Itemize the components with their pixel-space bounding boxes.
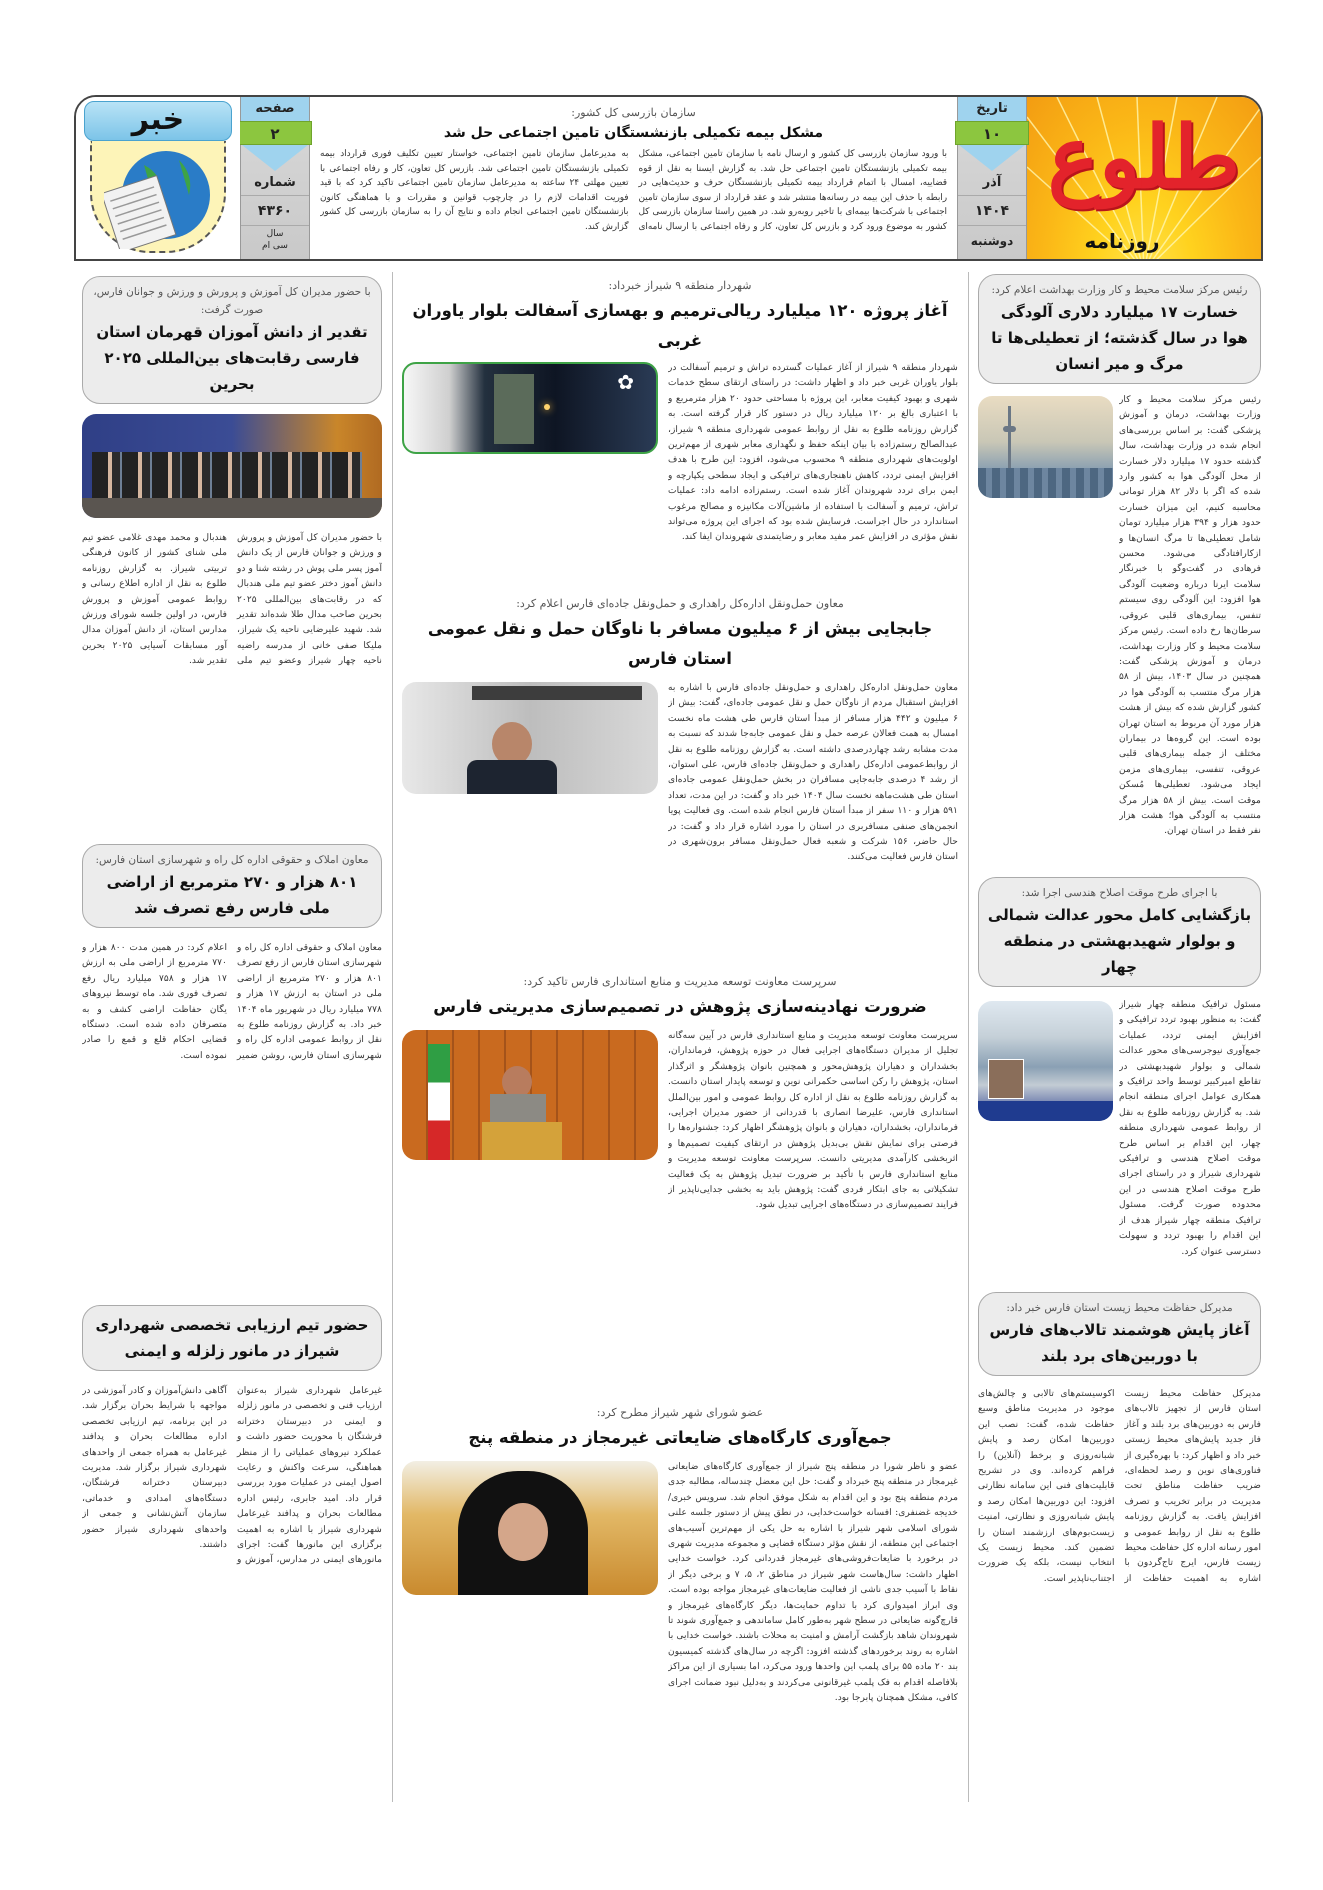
date-day: ۱۰ [955, 121, 1029, 145]
article-traffic [978, 877, 1261, 1287]
top-story-kicker: سازمان بازرسی کل کشور: [571, 106, 696, 119]
article-workshops [402, 1403, 958, 1739]
chevron-down-icon [959, 145, 1025, 171]
article-earthquake [82, 1305, 382, 1777]
article-research [402, 972, 958, 1396]
article-asphalt [402, 276, 958, 578]
article-content [402, 1028, 958, 1396]
year-label: سال [266, 229, 284, 239]
article-body: عضو و ناظر شورا در منطقه پنج شیراز از جمع‌آوری کارگاه‌های ضایعاتی غیرمجاز در منطقه پنج خبرداد و گفت: حل این معضل چندساله، مطالبه جدی مردم منطقه پنج بود و این اقدام به شکل موفق انجام شد. سرویس خبری/خدیجه غضنفری: افسانه خواست‌خدایی، در نطق پیش از دستور جلسه علنی شورای اسلامی شهر شیراز با اشاره به حل یکی از مهم‌ترین آسیب‌های اجتماعی این منطقه، از نقش مؤثر دستگاه قضایی و مجموعه مدیریت شهری در برخورد با ضایعات‌فروشی‌های غیرمجاز قدردانی کرد. خواست خدایی اظهار داشت: سال‌هاست شهر شیراز در مناطق ۲، ۵، ۷ و برخی دیگر از نقاط با آسیب جدی ناشی از فعالیت ضایعات‌های غیرمجاز مواجه بوده است. وی ابراز امیدواری کرد با تداوم حمایت‌ها، دیگر کارگاه‌های غیرمجاز و قارچ‌گونه ضایعاتی در سطح شهر به‌طور کامل ساماندهی و جمع‌آوری شوند تا شهروندان شاهد بازگشت آرامش و امنیت به محلات باشند. خواست خدایی با اشاره به روند برخوردهای گذشته افزود: اگرچه در سال‌های گذشته کمیسیون بند ۲۰ ماده ۵۵ برای پلمب این واحدها ورود می‌کرد، اما بسیاری از این مراکز بلافاصله اقدام به فک پلمب غیرقانونی می‌کردند و به‌دلیل نبود ضمانت اجرای کافی، مشکل همچنان پابرجا بود. [668, 1461, 958, 1704]
date-weekday: دوشنبه [958, 225, 1026, 255]
official-portrait-photo [402, 682, 658, 794]
boulevard-photo [978, 1001, 1113, 1121]
top-story-body: با ورود سازمان بازرسی کل کشور و ارسال نامه با سازمان تامین اجتماعی، مشکل بیمه تکمیلی بازنشستگان تامین اجتماعی حل شد. به گزارش ایسنا به نقل از قوه قضاییه، امسال با اتمام قرارداد بیمه تکمیلی بازنشستگان حرف و حدیث‌هایی در رابطه با حذف این بیمه در رسانه‌ها منتشر شد و عقد قرارداد از سوی سازمان تامین اجتماعی با شرکت‌ها بیمه‌ای با تاخیر روبه‌رو شد. در همین راستا سازمان بازرسی کل کشور به موضوع ورود کرد و بازرس کل تعاون، کار و رفاه اجتماعی با ارسال نامه‌ای به مدیرعامل سازمان تامین اجتماعی، خواستار تعیین تکلیف فوری قرارداد بیمه تکمیلی بازنشستگان تامین اجتماعی شد. بازرس کل تعاون، کار و رفاه اجتماعی با تعیین مهلتی ۲۴ ساعته به مدیرعامل سازمان تامین اجتماعی تاکید کرد که با قید فوریت اقدامات لازم را در چارچوب قوانین و مقررات و با هماهنگی کانون بازنشستگان تامین اجتماعی انجام داده و نتایج آن را به سازمان بازرسی کل کشور گزارش کند. [320, 149, 947, 232]
article-headline: حضور تیم ارزیابی تخصصی شهرداری شیراز در مانور زلزله و ایمنی [95, 1316, 369, 1360]
article-wetlands [978, 1292, 1261, 1794]
article-kicker: مدیرکل حفاظت محیط زیست استان فارس خبر داد: [1006, 1302, 1233, 1314]
article-kicker: شهردار منطقه ۹ شیراز خبرداد: [608, 279, 752, 292]
date-month: آذر [982, 175, 1002, 190]
masthead [74, 95, 1263, 261]
council-member-photo [402, 1461, 658, 1595]
page-label: صفحه [241, 97, 309, 121]
article-kicker: معاون حمل‌ونقل اداره‌کل راهداری و حمل‌ونقل جاده‌ای فارس اعلام کرد: [516, 597, 844, 610]
article-content [978, 392, 1261, 870]
logo-subtitle: روزنامه [1084, 229, 1160, 253]
chevron-down-icon [242, 145, 308, 171]
year-block [241, 225, 309, 252]
speaker-podium-photo [402, 1030, 658, 1160]
article-body: با حضور مدیران کل آموزش و پرورش و ورزش و جوانان فارس از یک دانش آموز پسر ملی پوش در رشته شنا و دو دانش آموز دختر عضو تیم ملی هندبال که در رقابت‌های بین‌المللی ۲۰۲۵ بحرین صاحب مدال طلا شده‌اند تقدیر شد. شهید علیرضایی ناحیه یک شیراز، ملیکا صفی خانی از مدرسه راضیه ناحیه چهار شیراز وعضو تیم ملی هندبال و محمد مهدی غلامی عضو تیم ملی شنای کشور از کانون فرهنگی تربیتی شیراز. به گزارش روزنامه طلوع به نقل از اداره اطلاع رسانی و روابط عمومی آموزش و پرورش فارس، در اولین جلسه شورای ورزش مدارس استان، از دانش آموزان مدال آور مسابقات آسیایی ۲۰۲۵ بحرین تقدیر شد. [82, 532, 382, 667]
headline-box [978, 274, 1261, 384]
article-content [402, 680, 958, 990]
article-pollution [978, 274, 1261, 870]
top-story [310, 97, 957, 259]
article-content [402, 1459, 958, 1739]
page-number: ۲ [238, 121, 312, 145]
night-road-photo [402, 362, 658, 454]
globe-newspaper-icon [104, 145, 214, 249]
article-body: معاون حمل‌ونقل اداره‌کل راهداری و حمل‌ونقل جاده‌ای فارس با اشاره به افزایش استقبال مردم از ناوگان حمل و نقل عمومی جاده‌ای، گفت: بیش از ۶ میلیون و ۴۴۲ هزار مسافر از مبدأ استان فارس طی هشت ماه نخست امسال به همت فعالان عرصه حمل و نقل عمومی جابه‌جا شدند که نسبت به مدت مشابه رشد چهاردرصدی داشته است. به گزارش روزنامه طلوع به نقل از روابط‌عمومی اداره‌کل راهداری و حمل‌ونقل جاده‌ای فارس، علی استوان، از رشد ۴ درصدی جابه‌جایی مسافران در بخش حمل‌ونقل عمومی جاده‌ای استان طی هشت‌ماهه نخست سال ۱۴۰۴ خبر داد و گفت: در این مدت، تعداد ۵۹۱ هزار و ۱۱۰ سفر از مبدأ استان فارس انجام شده است. وی فعالیت پویا انجمن‌های صنفی مسافربری در استان را مورد اشاره قرار داد و گفت: در حال حاضر، ۱۵۶ شرکت و شعبه فعال حمل‌ونقل مسافر برون‌شهری در استان فارس فعالیت می‌کنند. [668, 682, 958, 863]
headline-box [978, 877, 1261, 987]
flower-logo-icon: ✿ [617, 370, 634, 394]
section-badge [76, 97, 240, 259]
column-divider [968, 272, 969, 1802]
article-kicker: معاون املاک و حقوقی اداره کل راه و شهرسازی استان فارس: [95, 854, 369, 866]
headline-box [82, 276, 382, 404]
date-year: ۱۴۰۴ [958, 195, 1026, 225]
top-story-headline: مشکل بیمه تکمیلی بازنشستگان تامین اجتماعی حل شد [443, 125, 824, 141]
article-land [82, 844, 382, 1262]
article-kicker: عضو شورای شهر شیراز مطرح کرد: [596, 1406, 764, 1419]
issue-number: ۴۳۶۰ [241, 195, 309, 225]
students-group-photo [82, 414, 382, 518]
section-title: خبر [131, 102, 185, 137]
article-headline: جمع‌آوری کارگاه‌های ضایعاتی غیرمجاز در منطقه پنج [468, 1428, 892, 1447]
article-headline: آغاز پایش هوشمند تالاب‌های فارس با دوربین‌های برد بلند [989, 1321, 1250, 1365]
article-body: سرپرست معاونت توسعه مدیریت و منابع استانداری فارس در آیین سه‌گانه تجلیل از مدیران دستگاه‌های اجرایی فعال در حوزه پژوهش، فرمانداران، بخشداران و دهیاران پژوهش‌محور و همچنین بانوان پژوهشگر و اثرگذار استان، پژوهش را رکن اساسی حکمرانی نوین و توسعه پایدار استان دانست. به گزارش روزنامه طلوع به نقل از اداره کل روابط عمومی و امور بین‌الملل استانداری فارس، علیرضا انصاری با قدردانی از حضور مدیران اجرایی، فرمانداران، بخشداران، دهیاران و بانوان پژوهشگر اظهار کرد: جشنواره‌ها را فرصتی برای نمایش نقش بی‌بدیل پژوهش در ارتقای کیفیت تصمیم‌ها و اثربخشی کارآمدی مدیریتی دانست. سرپرست معاونت توسعه مدیریت و منابع استانداری فارس با تأکید بر ضرورت تبدیل پژوهش به یک فعالیت تشکیلاتی به جای ابتکار فردی گفت: پژوهش باید به بخشی جدایی‌ناپذیر از فرایند تصمیم‌سازی در دستگاه‌های اجرایی تبدیل شود. [668, 1030, 958, 1211]
tehran-smog-photo [978, 396, 1113, 498]
article-kicker: با حضور مدیران کل آموزش و پرورش و ورزش و جوانان فارس، صورت گرفت: [93, 286, 371, 316]
article-transport [402, 594, 958, 990]
date-label: تاریخ [958, 97, 1026, 121]
page-panel [240, 97, 310, 259]
article-headline: آغاز پروژه ۱۲۰ میلیارد ریالی‌ترمیم و بهسازی آسفالت بلوار یاوران غربی [412, 301, 948, 350]
article-body: معاون املاک و حقوقی اداره کل راه و شهرسازی استان فارس از رفع تصرف ۸۰۱ هزار و ۲۷۰ مترمربع از اراضی ملی در استان به ارزش ۱۷ هزار و ۷۷۸ میلیارد ریال در شهریور ماه ۱۴۰۴ خبر داد. به گزارش روزنامه طلوع به نقل از روابط عمومی اداره کل راه و شهرسازی استان فارس، روشن ضمیر اعلام کرد: در همین مدت ۸۰۰ هزار و ۷۷۰ مترمربع از اراضی ملی به ارزش ۱۷ هزار و ۷۵۸ میلیارد ریال رفع تصرف فوری شد. ماه توسط نیروهای یگان حفاظت اراضی کشف و به متصرفان داده شده است. دستگاه قضایی احکام قلع و قمع را صادر نموده است. [82, 942, 382, 1061]
article-body: رئیس مرکز سلامت محیط و کار وزارت بهداشت، درمان و آموزش پزشکی گفت: بر اساس بررسی‌های انجام شده در وزارت بهداشت، سال گذشته حدود ۱۷ میلیارد دلار خسارت از محل آلودگی هوا به کشور وارد شده که اگر با دلار ۸۲ هزار تومانی محاسبه کنیم، این میزان خسارت حدود هزار و ۳۹۴ هزار میلیارد تومان شامل تعطیلی‌ها تا مرگ انسان‌ها و ازکارافتادگی می‌شود. محسن فرهادی در گفت‌وگو با خبرنگار سلامت ایرنا درباره وضعیت آلودگی هوا افزود: این آلودگی روی سیستم تنفس، بیماری‌های قلبی عروقی، سرطان‌ها رخ داده است. رئیس مرکز سلامت محیط و کار وزارت بهداشت، درمان و آموزش پزشکی گفت: همچنین در سال ۱۴۰۳، بیش از ۵۸ هزار مرگ منتسب به آلودگی هوا در کشور گزارش شده که بیش از هشت هزار مورد آن مربوط به استان تهران بوده است. این گروه‌ها در بیماران مختلف از جمله بیماری‌های قلبی عروقی، تنفسی، بیماری‌های مزمن ایجاد می‌شود. تعطیلی‌ها مُسکن موقت است. بیش از ۵۸ هزار مرگ منتسب به آلودگی هوا؛ هشت هزار نفر فقط در استان تهران. [1119, 394, 1261, 837]
article-students [82, 276, 382, 836]
article-headline: جابجایی بیش از ۶ میلیون مسافر با ناوگان حمل و نقل عمومی استان فارس [427, 619, 933, 668]
article-kicker: رئیس مرکز سلامت محیط و کار وزارت بهداشت اعلام کرد: [991, 284, 1248, 296]
article-body: مسئول ترافیک منطقه چهار شیراز گفت: به منظور بهبود تردد ترافیکی و افزایش ایمنی تردد، عملیات جمع‌آوری نیوجرسی‌های محور عدالت شمالی و بولوار شهیدبهشتی در تقاطع امیرکبیر توسط واحد ترافیک و همکاری عوامل اجرای منطقه انجام شد. به گزارش روزنامه طلوع به نقل از روابط عمومی شهرداری منطقه چهار، این اقدام بر اساس طرح موقت اصلاح هندسی و ترافیکی شهرداری شیراز و در راستای اجرای طرح موقت اصلاح هندسی در این محدوده صورت گرفت. مسئول ترافیک منطقه چهار شیراز هدف از این اقدام را بهبود تردد و سهولت دسترسی عنوان کرد. [1119, 999, 1261, 1257]
article-content [402, 360, 958, 578]
logo-calligraphy: طلوع [1047, 107, 1241, 208]
headline-box [82, 1305, 382, 1371]
date-panel [957, 97, 1027, 259]
newspaper-logo [1027, 97, 1261, 259]
article-body: غیرعامل شهرداری شیراز به‌عنوان ارزیاب فنی و تخصصی در مانور زلزله و ایمنی در دبیرستان دخترانه فرشتگان با محوریت حضور داشت و عملکرد نیروهای عملیاتی را از منظر هماهنگی، سرعت واکنش و رعایت اصول ایمنی در عملیات مورد بررسی قرار داد. امید جابری، رئیس اداره مطالعات بحران و پدافند غیرعامل شهرداری شیراز با اشاره به اهمیت برگزاری این مانورها گفت: اجرای مانورهای ایمنی در مدارس، آموزش و آگاهی دانش‌آموزان و کادر آموزشی در مواجهه با شرایط بحران برگزار شد. در این برنامه، تیم ارزیابی تخصصی اداره مطالعات بحران و پدافند غیرعامل به همراه جمعی از واحدهای شهرداری شیراز برگزار شد. مدیریت دبیرستان دخترانه فرشتگان، دستگاه‌های امدادی و خدماتی، سازمان آتش‌نشانی و جمعی از واحدهای شهرداری شیراز حضور داشتند. [82, 1385, 382, 1566]
headline-box [978, 1292, 1261, 1376]
year-value: سی ام [262, 241, 288, 251]
article-headline: ضرورت نهادینه‌سازی پژوهش در تصمیم‌سازی مدیریتی فارس [433, 997, 927, 1016]
article-headline: تقدیر از دانش آموزان قهرمان استان فارسی رقابت‌های بین‌المللی ۲۰۲۵ بحرین [96, 323, 368, 393]
headline-box [82, 844, 382, 928]
article-headline: ۸۰۱ هزار و ۲۷۰ مترمربع از اراضی ملی فارس رفع تصرف شد [106, 873, 358, 917]
article-body: مدیرکل حفاظت محیط زیست استان فارس از تجهیز تالاب‌های فارس به دوربین‌های برد بلند و آغاز فاز جدید پایش‌های محیط زیستی خبر داد و اظهار کرد: با بهره‌گیری از فناوری‌های نوین و رصد لحظه‌ای، ضریب حفاظت مناطق تحت مدیریت در برابر تخریب و تصرف افزایش یافت. به گزارش روزنامه طلوع به نقل از روابط عمومی و امور رسانه اداره کل حفاظت محیط زیست فارس، ایرج تاج‌گردون با اشاره به اهمیت حفاظت از اکوسیستم‌های تالابی و چالش‌های موجود در مدیریت مناطق وسیع حفاظت شده، گفت: نصب این دوربین‌ها امکان رصد و پایش شبانه‌روزی و برخط (آنلاین) را فراهم کرده‌اند. وی در تشریح قابلیت‌های فنی این سامانه نظارتی افزود: این دوربین‌ها امکان رصد و پایش شبانه‌روزی و نظارتی، امنیت زیست‌بوم‌های ارزشمند استان را تضمین کند. محیط زیست یک انتخاب نیست، بلکه یک ضرورت اجتناب‌ناپذیر است. [978, 1388, 1261, 1584]
article-headline: خسارت ۱۷ میلیارد دلاری آلودگی هوا در سال گذشته؛ از تعطیلی‌ها تا مرگ و میر انسان [991, 303, 1248, 373]
article-kicker: با اجرای طرح موقت اصلاح هندسی اجرا شد: [1021, 887, 1218, 899]
article-body: شهردار منطقه ۹ شیراز از آغاز عملیات گسترده تراش و ترمیم آسفالت در بلوار یاوران غربی خبر داد و اظهار داشت: در راستای ارتقای سطح خدمات شهری و بهبود کیفیت معابر، این پروژه با مساحتی حدود ۲۰ هزار مترمربع و با اعتباری بالغ بر ۱۲۰ میلیارد ریال در دستور کار قرار گرفته است. به گزارش روزنامه طلوع به نقل از روابط عمومی شهرداری منطقه ۹ شیراز، عبدالصالح رستم‌زاده با بیان اینکه حفظ و نگهداری معابر شهری از مهم‌ترین اولویت‌های شهرداری منطقه ۹ محسوب می‌شود، افزود: این طرح با هدف افزایش ایمنی تردد، کاهش ناهنجاری‌های ترافیکی و ایجاد سطحی یکپارچه و ایمن برای تردد شهروندان آغاز شده است. رستم‌زاده ادامه داد: عملیات تراش، ترمیم و آسفالت با استفاده از ماشین‌آلات مکانیزه و مصالح مرغوب استاندارد در حال اجراست. فرسایش شده بود که اجرای این پروژه می‌تواند نقش مؤثری در افزایش عمر مفید معابر و رضایتمندی شهروندان ایفا کند. [668, 362, 958, 543]
article-kicker: سرپرست معاونت توسعه مدیریت و منابع استانداری فارس تاکید کرد: [523, 975, 837, 988]
article-headline: بازگشایی کامل محور عدالت شمالی و بولوار شهیدبهشتی در منطقه چهار [987, 906, 1252, 976]
article-content [978, 997, 1261, 1287]
column-divider [392, 272, 393, 1802]
issue-label: شماره [254, 175, 296, 190]
